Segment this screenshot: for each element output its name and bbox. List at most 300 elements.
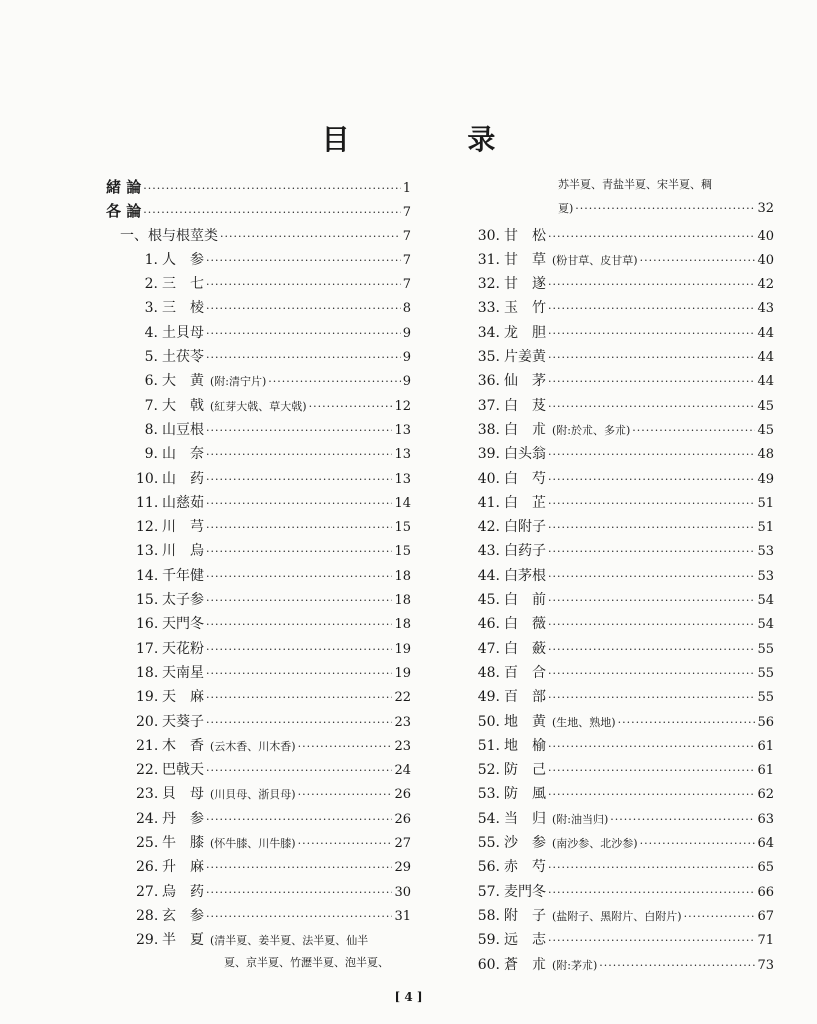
toc-continuation [476,176,774,200]
toc-leader-dots [548,788,755,801]
toc-page-number: 13 [394,447,411,463]
toc-leader-dots [548,473,755,486]
toc-page-number: 23 [394,738,411,754]
toc-leader-dots [206,424,392,437]
toc-entry-name: 山 药 [162,470,204,487]
toc-leader-dots [206,813,392,826]
toc-entry-number: 8. [144,421,158,438]
toc-entry-name: 太子参 [162,592,204,609]
toc-leader-dots [206,764,392,777]
toc-entry [476,881,774,905]
toc-leader-dots [548,302,755,315]
toc-entry-number: 30. [477,227,500,244]
toc-entry-number: 50. [477,713,500,730]
toc-entry-note: (附:油当归) [552,812,609,826]
toc-page-number: 43 [757,301,774,317]
toc-entry-name: 升 麻 [162,859,204,876]
toc-entry [476,346,774,370]
toc-entry [106,395,411,419]
toc-entry [476,662,774,686]
toc-leader-dots [640,837,756,850]
toc-entry-number: 57. [477,883,500,900]
toc-leader-dots [206,448,392,461]
toc-entry [476,395,774,419]
toc-entry-name: 地 榆 [504,737,546,754]
toc-entry-name: 一、根与根莖类 [120,227,218,244]
toc-leader-dots [206,886,392,899]
toc-entry-name: 牛 膝 [162,835,204,852]
toc-leader-dots [548,521,755,534]
toc-entry-number: 37. [477,397,500,414]
toc-leader-dots [206,327,401,340]
toc-page-number: 66 [757,884,774,900]
toc-entry-note: (清半夏、姜半夏、法半夏、仙半 [210,934,369,948]
toc-leader-dots [206,643,392,656]
toc-entry-name: 龙 胆 [504,324,546,341]
toc-entry-note: (附:於朮、多朮) [552,423,631,437]
toc-entry-number: 48. [477,664,500,681]
toc-entry-note: (附:清宁片) [210,375,267,389]
toc-entry [106,443,411,467]
toc-entry [106,346,411,370]
toc-entry-number: 32. [477,276,500,293]
toc-leader-dots [206,691,392,704]
toc-entry [476,711,774,735]
toc-entry [476,225,774,249]
toc-entry-name: 土貝母 [162,324,204,341]
toc-leader-dots [548,764,755,777]
toc-entry-number: 49. [477,689,500,706]
toc-leader-dots [309,400,393,413]
toc-entry [106,249,411,273]
toc-entry-name: 白 芷 [504,494,546,511]
toc-leader-dots [206,594,392,607]
toc-entry-name: 天葵子 [162,713,204,730]
toc-entry-number: 58. [477,907,500,924]
toc-entry-number: 46. [477,616,500,633]
toc-entry-name: 白茅根 [504,567,546,584]
toc-entry-number: 5. [144,349,158,366]
toc-entry-number: 4. [144,324,158,341]
toc-entry-number: 3. [144,300,158,317]
toc-left-column [106,176,411,978]
toc-entry [106,686,411,710]
toc-entry [476,929,774,953]
toc-entry [476,759,774,783]
toc-page-number: 9 [402,374,411,390]
toc-entry-name: 附 子 [504,907,546,924]
toc-entry-name: 白附子 [504,519,546,536]
toc-leader-dots [548,448,755,461]
toc-page-number: 9 [402,325,411,341]
toc-entry-number: 17. [136,640,159,657]
toc-entry-number: 12. [136,519,159,536]
toc-right-column [476,176,774,978]
toc-entry-number: 10. [136,470,159,487]
toc-entry-number: 28. [136,907,159,924]
toc-leader-dots [548,861,755,874]
toc-entry-name: 蒼 朮 [504,956,546,973]
toc-entry [106,419,411,443]
toc-continuation-text: 夏) [558,202,574,216]
toc-entry-note: (川貝母、浙貝母) [210,788,296,802]
toc-page-number: 26 [394,787,411,803]
toc-leader-dots [548,375,755,388]
toc-page-number: 53 [757,568,774,584]
toc-entry [106,225,411,249]
toc-entry [476,516,774,540]
toc-continuation [476,200,774,224]
toc-entry-note: (云木香、川木香) [210,739,296,753]
toc-page-number: 54 [757,617,774,633]
toc-entry-name: 川 芎 [162,519,204,536]
toc-entry [106,905,411,929]
toc-entry-number: 35. [477,349,500,366]
toc-entry-name: 玄 参 [162,907,204,924]
toc-entry-number: 18. [136,664,159,681]
page-title: 目 录 [321,123,550,156]
toc-entry-number: 34. [477,324,500,341]
toc-entry [476,370,774,394]
toc-leader-dots [206,545,392,558]
toc-page-number: 32 [757,201,774,217]
toc-leader-dots [206,716,392,729]
toc-entry-name: 巴戟天 [162,762,204,779]
toc-entry [106,370,411,394]
toc-page-number: 44 [757,350,774,366]
toc-entry-name: 白 芍 [504,470,546,487]
toc-entry-number: 53. [477,786,500,803]
toc-page-number: 40 [757,252,774,268]
toc-leader-dots [143,182,400,195]
toc-page-number: 44 [757,325,774,341]
toc-entry-number: 42. [477,519,500,536]
toc-entry [106,711,411,735]
toc-page-number: 14 [394,495,411,511]
toc-leader-dots [548,278,755,291]
toc-entry [476,419,774,443]
toc-entry [476,808,774,832]
toc-entry [106,613,411,637]
toc-leader-dots [684,910,756,923]
toc-entry-name: 緒 論 [106,178,142,196]
toc-entry-number: 23. [136,786,159,803]
toc-entry [106,808,411,832]
toc-page-number: 1 [402,181,411,196]
toc-entry-number: 16. [136,616,159,633]
toc-page-number: 24 [394,763,411,779]
toc-leader-dots [206,521,392,534]
toc-page-number: 18 [394,568,411,584]
toc-page-number: 48 [757,447,774,463]
toc-page-number: 19 [394,665,411,681]
toc-leader-dots [206,570,392,583]
toc-entry-name: 各 論 [106,202,142,221]
toc-entry-name: 仙 茅 [504,373,546,390]
toc-entry-name: 百 部 [504,689,546,706]
toc-entry-name: 地 黄 [504,713,546,730]
toc-entry-note: (生地、熟地) [552,715,616,729]
toc-entry [106,176,411,200]
toc-entry [106,492,411,516]
toc-leader-dots [548,497,755,510]
toc-entry-name: 白药子 [504,543,546,560]
toc-page-number: 73 [757,957,774,973]
toc-page-number: 7 [402,205,411,221]
toc-entry [476,322,774,346]
toc-leader-dots [220,230,401,243]
toc-page-number: 15 [394,520,411,536]
toc-page-number: 31 [394,908,411,924]
toc-entry [106,589,411,613]
toc-page-number: 29 [394,860,411,876]
toc-entry-name: 白 前 [504,592,546,609]
toc-entry [476,249,774,273]
toc-leader-dots [206,497,392,510]
toc-entry-number: 51. [477,737,500,754]
toc-entry-name: 大 戟 [162,397,204,414]
toc-leader-dots [548,545,755,558]
toc-leader-dots [548,594,755,607]
toc-entry [476,540,774,564]
toc-leader-dots [206,861,392,874]
toc-entry-number: 13. [136,543,159,560]
toc-entry-number: 21. [136,737,159,754]
toc-leader-dots [298,740,393,753]
toc-leader-dots [206,667,392,680]
toc-leader-dots [206,910,392,923]
toc-entry [476,783,774,807]
toc-leader-dots [548,934,755,947]
toc-entry-number: 44. [477,567,500,584]
toc-page-number: 23 [394,714,411,730]
toc-entry-number: 29. [136,932,159,949]
toc-leader-dots [206,302,401,315]
toc-page-number: 18 [394,593,411,609]
toc-page-number: 19 [394,641,411,657]
toc-entry-number: 9. [144,446,158,463]
toc-entry-name: 天南星 [162,664,204,681]
toc-entry-number: 36. [477,373,500,390]
toc-entry-number: 52. [477,762,500,779]
toc-entry-name: 天 麻 [162,689,204,706]
toc-entry [106,881,411,905]
toc-entry [106,759,411,783]
toc-entry-number: 59. [477,932,500,949]
toc-entry-number: 24. [136,810,159,827]
toc-continuation-text: 苏半夏、青盐半夏、宋半夏、稠 [558,178,712,191]
toc-leader-dots [268,375,400,388]
toc-leader-dots [548,400,755,413]
toc-entry [106,516,411,540]
toc-page-number: 65 [757,860,774,876]
toc-entry-name: 玉 竹 [504,300,546,317]
toc-continuation-text: 夏、京半夏、竹瀝半夏、泡半夏、 [224,955,389,969]
toc-entry-number: 19. [136,689,159,706]
toc-entry [476,468,774,492]
toc-entry [476,954,774,978]
toc-leader-dots [206,254,401,267]
toc-leader-dots [548,230,755,243]
toc-entry-name: 三 七 [162,276,204,293]
toc-page-number: 15 [394,544,411,560]
toc-page-number: 9 [402,350,411,366]
toc-leader-dots [206,278,401,291]
toc-entry-name: 山 奈 [162,446,204,463]
toc-leader-dots [206,618,392,631]
toc-entry-name: 白 蘞 [504,640,546,657]
toc-entry [106,638,411,662]
toc-entry-name: 丹 参 [162,810,204,827]
toc-entry-name: 沙 参 [504,835,546,852]
toc-entry [476,832,774,856]
toc-page-number: 7 [402,277,411,293]
toc-entry [106,297,411,321]
toc-entry-name: 千年健 [162,567,204,584]
toc-entry-number: 45. [477,592,500,609]
toc-entry-name: 赤 芍 [504,859,546,876]
toc-page-number: 63 [757,811,774,827]
toc-entry [106,662,411,686]
toc-page-number: 8 [402,301,411,317]
toc-page-number: 53 [757,544,774,560]
toc-entry [106,468,411,492]
toc-leader-dots [206,351,401,364]
toc-page-number: 55 [757,690,774,706]
toc-entry-name: 百 合 [504,664,546,681]
toc-entry [476,589,774,613]
toc-entry-note: (怀牛膝、川牛膝) [210,837,296,851]
toc-leader-dots [548,643,755,656]
toc-entry-name: 白 薇 [504,616,546,633]
toc-entry [106,273,411,297]
toc-page-number: 40 [757,228,774,244]
toc-entry-name: 木 香 [162,737,204,754]
toc-page-number: 7 [402,252,411,268]
toc-entry-name: 麦門冬 [504,883,546,900]
toc-entry-name: 人 参 [162,251,204,268]
toc-entry-name: 防 己 [504,762,546,779]
toc-entry-number: 41. [477,494,500,511]
toc-page-number: 13 [394,422,411,438]
toc-leader-dots [632,424,755,437]
toc-page-number: 54 [757,593,774,609]
toc-entry [476,297,774,321]
toc-entry [106,783,411,807]
toc-entry-name: 山慈茹 [162,494,204,511]
toc-entry-number: 47. [477,640,500,657]
toc-entry [106,735,411,759]
page-number: [ 4 ] [394,990,423,1004]
toc-entry [106,929,411,953]
toc-entry-number: 43. [477,543,500,560]
toc-entry [476,735,774,759]
toc-page-number: 7 [402,228,411,244]
toc-entry-number: 39. [477,446,500,463]
toc-page-number: 26 [394,811,411,827]
toc-entry-number: 2. [144,276,158,293]
toc-page-number: 45 [757,398,774,414]
toc-entry-number: 56. [477,859,500,876]
toc-entry-name: 烏 药 [162,883,204,900]
toc-entry-note: (南沙参、北沙参) [552,837,638,851]
toc-entry-number: 11. [136,494,159,511]
toc-page-number: 51 [757,520,774,536]
toc-page-number: 30 [394,884,411,900]
toc-entry-name: 甘 草 [504,251,546,268]
toc-leader-dots [618,716,756,729]
toc-entry-name: 大 黄 [162,373,204,390]
toc-leader-dots [548,327,755,340]
toc-entry [106,322,411,346]
toc-page-number: 61 [757,763,774,779]
toc-entry-number: 22. [136,762,159,779]
toc-entry-number: 26. [136,859,159,876]
toc-entry [476,273,774,297]
toc-entry [106,200,411,224]
toc-leader-dots [548,740,755,753]
toc-entry-name: 土茯苓 [162,349,204,366]
toc-leader-dots [548,886,755,899]
toc-entry-number: 54. [477,810,500,827]
toc-page-number: 44 [757,374,774,390]
toc-entry [106,540,411,564]
toc-entry-name: 片姜黄 [504,349,546,366]
toc-entry [106,565,411,589]
toc-page-number: 22 [394,690,411,706]
toc-entry-note: (粉甘草、皮甘草) [552,253,638,267]
toc-entry [476,686,774,710]
toc-page-number: 12 [394,398,411,414]
toc-leader-dots [548,691,755,704]
toc-page-number: 42 [757,277,774,293]
toc-entry-name: 甘 松 [504,227,546,244]
toc-entry-number: 14. [136,567,159,584]
toc-entry-name: 川 烏 [162,543,204,560]
toc-entry-name: 天花粉 [162,640,204,657]
toc-page-number: 45 [757,422,774,438]
toc-entry-name: 防 風 [504,786,546,803]
toc-leader-dots [206,473,392,486]
toc-entry-number: 6. [144,373,158,390]
toc-entry-name: 山豆根 [162,421,204,438]
toc-entry-number: 33. [477,300,500,317]
toc-page-number: 55 [757,665,774,681]
toc-entry [476,613,774,637]
toc-entry-number: 38. [477,421,500,438]
toc-leader-dots [640,254,756,267]
toc-entry-name: 半 夏 [162,932,204,949]
toc-page-number: 62 [757,787,774,803]
toc-page-number: 49 [757,471,774,487]
toc-continuation [106,954,411,978]
toc-page-number: 27 [394,836,411,852]
toc-entry [476,905,774,929]
toc-entry [476,565,774,589]
toc-entry-number: 27. [136,883,159,900]
toc-entry-number: 1. [144,251,158,268]
toc-entry-name: 白头翁 [504,446,546,463]
toc-entry-note: (紅芽大戟、草大戟) [210,399,307,413]
toc-entry-number: 7. [144,397,158,414]
toc-leader-dots [548,570,755,583]
toc-leader-dots [610,813,755,826]
toc-entry-note: (附:茅朮) [552,958,598,972]
toc-entry-number: 15. [136,592,159,609]
toc-entry [476,856,774,880]
toc-entry-number: 40. [477,470,500,487]
toc-leader-dots [548,351,755,364]
